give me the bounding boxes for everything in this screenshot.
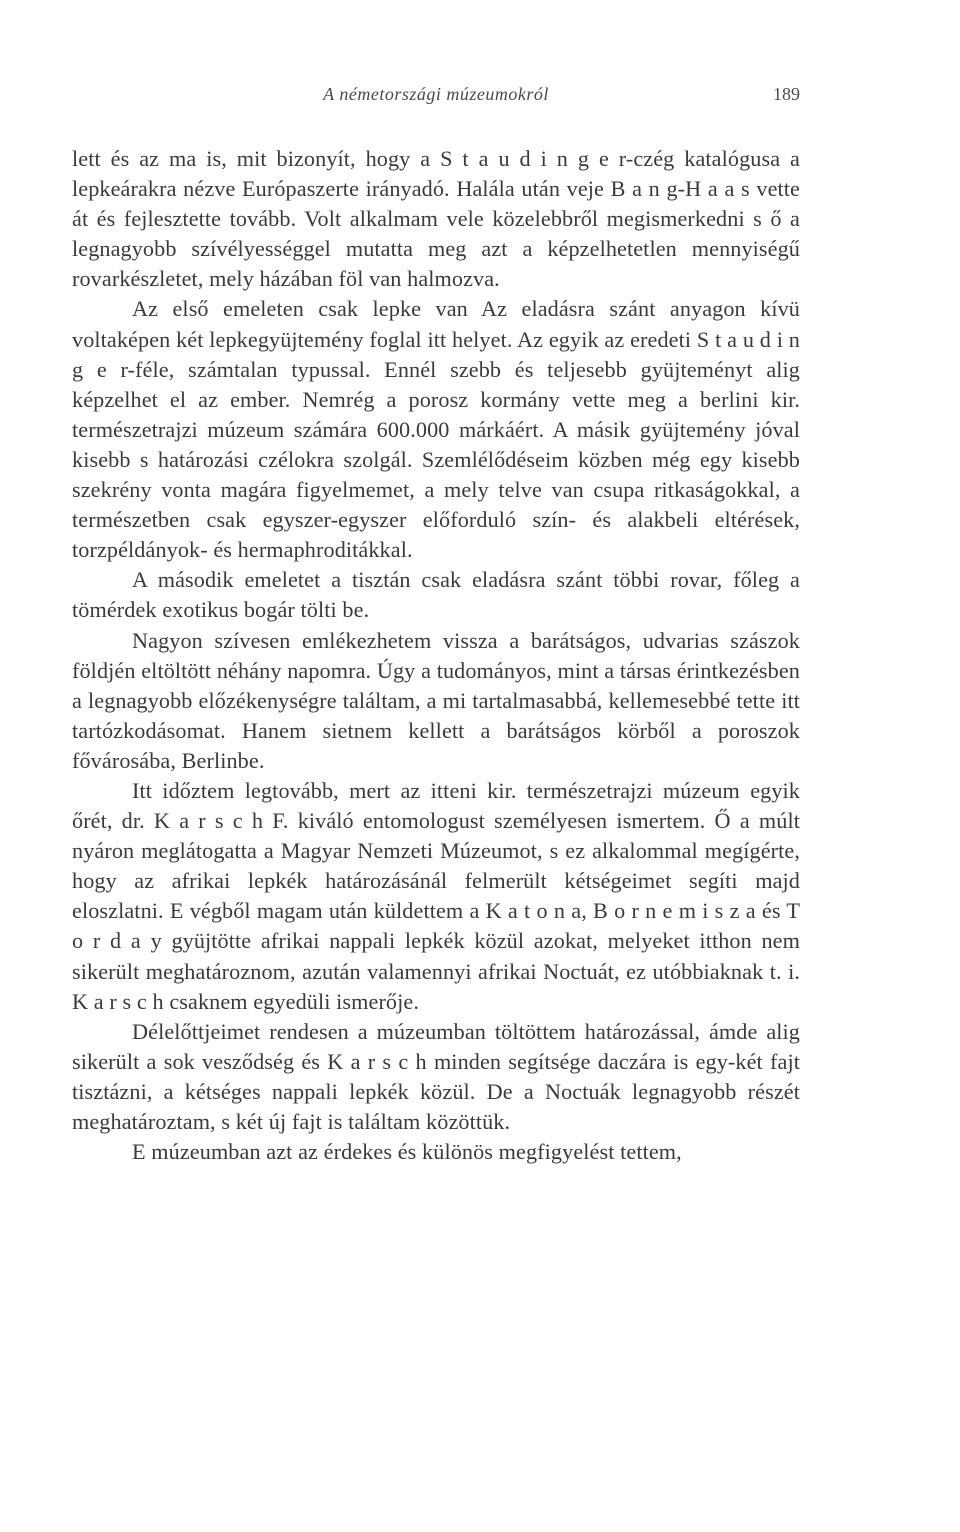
page-number: 189 bbox=[773, 84, 800, 104]
paragraph-2: Az első emeleten csak lepke van Az eladásra szánt anyagon kívü voltaképen két lepkegyüjtemény foglal itt helyet. Az egyik az eredeti S t a u d i n g e r-féle, számtalan typussal. Ennél szebb és teljesebb gyüjteményt alig képzelhet el az ember. Nemrég a porosz kormány vette meg a berlini kir. természetrajzi múzeum számára 600.000 márkáért. A másik gyüjtemény jóval kisebb s határozási czélokra szolgál. Szemlélődéseim közben még egy kisebb szekrény vonta magára figyelmemet, a mely telve van csupa ritkaságokkal, a természetben csak egyszer-egyszer előforduló szín- és alakbeli eltérések, torzpéldányok- és hermaphroditákkal. bbox=[72, 296, 800, 563]
paragraph-5: Itt időztem legtovább, mert az itteni kir. természetrajzi múzeum egyik őrét, dr. K a r s c h F. kiváló entomologust személyesen ismertem. Ő a múlt nyáron meglátogatta a Magyar Nemzeti Múzeumot, s ez alkalommal megígérte, hogy az afrikai lepkék határozásánál felmerült kétségeimet segíti majd eloszlatni. E végből magam után küldettem a K a t o n a, B o r n e m i s z a és T o r d a y gyüjtötte afrikai nappali lepkék közül azokat, melyeket itthon nem sikerült meghatároznom, azután valamennyi afrikai Noctuát, ez utóbbiaknak t. i. K a r s c h csaknem egyedüli ismerője. bbox=[72, 777, 800, 1014]
paragraph-7: E múzeumban azt az érdekes és különös megfigyelést tettem, bbox=[132, 1139, 682, 1165]
body-text bbox=[72, 144, 800, 1167]
paragraph-3: A második emeletet a tisztán csak eladásra szánt többi rovar, főleg a tömérdek exotikus bogár tölti be. bbox=[72, 567, 800, 623]
running-title: A németországi múzeumokról bbox=[323, 84, 549, 104]
paragraph-4: Nagyon szívesen emlékezhetem vissza a barátságos, udvarias szászok földjén eltöltött néhány napomra. Úgy a tudományos, mint a társas érintkezésben a legnagyobb előzékenységre találtam, a mi tartalmasabbá, kellemesebbé tette itt tartózkodásomat. Hanem sietnem kellett a barátságos körből a poroszok fővárosába, Berlinbe. bbox=[72, 627, 800, 773]
running-head bbox=[72, 84, 800, 112]
paragraph-1: lett és az ma is, mit bizonyít, hogy a S t a u d i n g e r-czég katalógusa a lepkeárakra nézve Európaszerte irányadó. Halála után veje B a n g-H a a s vette át és fejlesztette tovább. Volt alkalmam vele közelebbről megismerkedni s ő a legnagyobb szívélyességgel mutatta meg azt a képzelhetetlen mennyiségű rovarkészletet, mely házában föl van halmozva. bbox=[72, 146, 800, 292]
paragraph-6: Délelőttjeimet rendesen a múzeumban töltöttem határozással, ámde alig sikerült a sok vesződség és K a r s c h minden segítsége daczára is egy-két fajt tisztázni, a kétséges nappali lepkék közül. De a Noctuák legnagyobb részét meghatároztam, s két új fajt is találtam közöttük. bbox=[72, 1018, 800, 1134]
